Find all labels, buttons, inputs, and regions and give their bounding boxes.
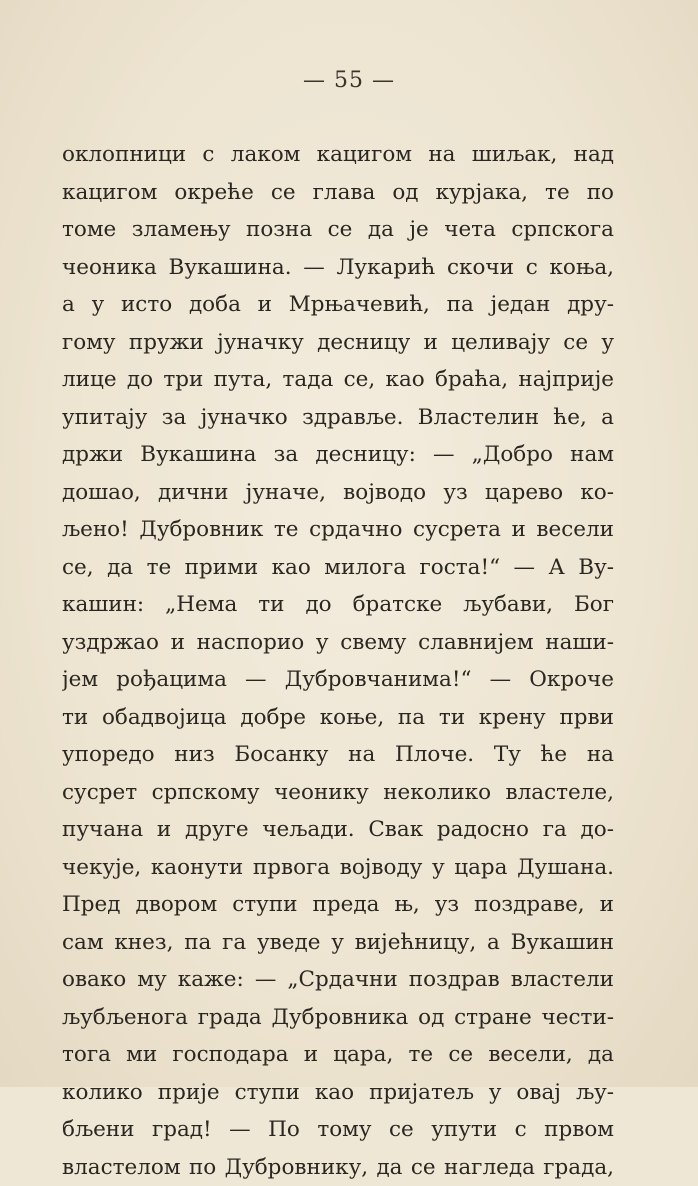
text-line: држи Вукашина за десницу: — „Добро нам [62, 436, 614, 474]
text-line: тога ми господара и цара, те се весели, да [62, 1036, 614, 1074]
text-line: лице до три пута, тада се, као браћа, најприје [62, 361, 614, 399]
text-line: упитају за јуначко здравље. Властелин ће, а [62, 399, 614, 437]
text-line: пучана и друге чељади. Свак радосно га до- [62, 811, 614, 849]
text-line: сусрет српскому чеонику неколико властеле, [62, 774, 614, 812]
text-line: колико прије ступи као пријатељ у овај љу- [62, 1074, 614, 1112]
text-line: јем рођацима — Дубровчанима!“ — Окроче [62, 661, 614, 699]
text-line: кашин: „Нема ти до братске љубави, Бог [62, 586, 614, 624]
text-line: кацигом окреће се глава од курјака, те по [62, 174, 614, 212]
text-line: властелом по Дубровнику, да се нагледа града, [62, 1149, 614, 1186]
text-line: оклопници с лаком кацигом на шиљак, над [62, 136, 614, 174]
text-line: сам кнез, па га уведе у вијећницу, а Вукашин [62, 924, 614, 962]
text-line: гому пружи јуначку десницу и целивају се у [62, 324, 614, 362]
text-line: а у исто доба и Мрњачевић, па један дру- [62, 286, 614, 324]
text-line: дошао, дични јуначе, војводо уз царево ко- [62, 474, 614, 512]
text-line: чеоника Вукашина. — Лукарић скочи с коња, [62, 249, 614, 287]
text-line: бљени град! — По тому се упути с првом [62, 1111, 614, 1149]
body-text [62, 136, 614, 1186]
text-line: овако му каже: — „Срдачни поздрав властели [62, 961, 614, 999]
text-line: чекује, каонути првога војводу у цара Душана. [62, 849, 614, 887]
text-line: ти обадвојица добре коње, па ти крену први [62, 699, 614, 737]
text-line: уздржао и наспорио у свему славнијем наши- [62, 624, 614, 662]
text-line: упоредо низ Босанку на Плоче. Ту ће на [62, 736, 614, 774]
page-number: — 55 — [0, 68, 698, 93]
text-line: љубљенога града Дубровника од стране чести- [62, 999, 614, 1037]
text-line: љено! Дубровник те срдачно сусрета и весели [62, 511, 614, 549]
text-line: Пред двором ступи преда њ, уз поздраве, и [62, 886, 614, 924]
text-line: се, да те прими као милога госта!“ — А Ву- [62, 549, 614, 587]
text-line: томе зламењу позна се да је чета српскога [62, 211, 614, 249]
